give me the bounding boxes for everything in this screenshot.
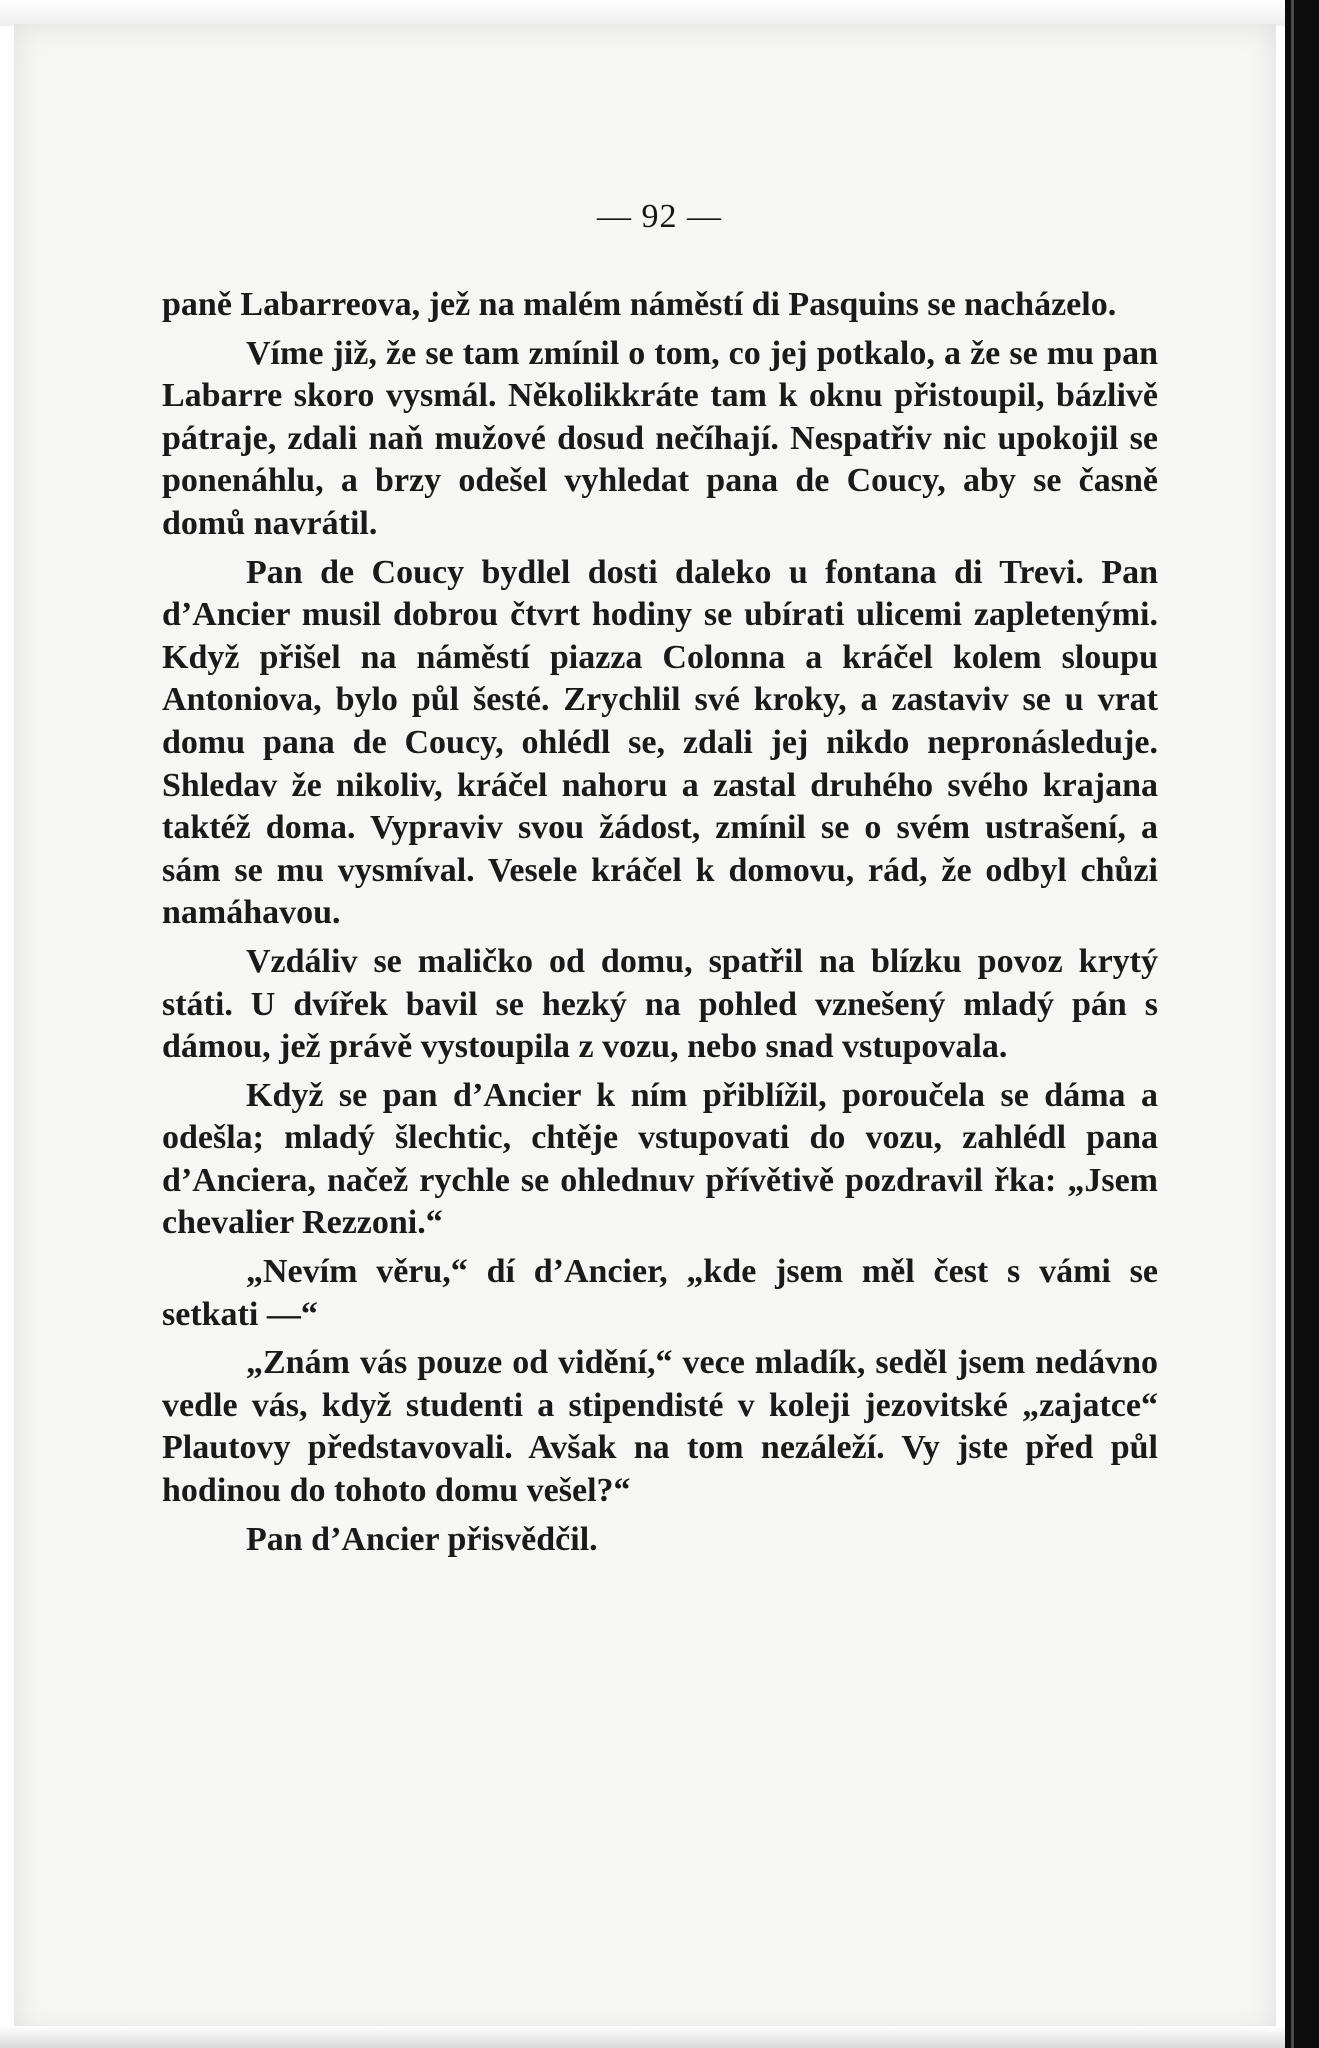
page-number: — 92 —: [597, 198, 722, 235]
body-text: [162, 284, 1158, 1567]
paragraph-5: Když se pan d’Ancier k ním přiblížil, poroučela se dáma a odešla; mladý šlechtic, chtěje vstupovati do vozu, zahlédl pana d’Anciera, načež rychle se ohlednuv přívětivě pozdravil řka: „Jsem chevalier Rezzoni.“: [162, 1076, 1158, 1242]
paragraph-4: Vzdáliv se maličko od domu, spatřil na blízku povoz krytý státi. U dvířek bavil se hezký na pohled vznešený mladý pán s dámou, jež právě vystoupila z vozu, nebo snad vstupovala.: [162, 942, 1158, 1066]
paragraph-6: „Nevím věru,“ dí d’Ancier, „kde jsem měl čest s vámi se setkati —“: [162, 1253, 1158, 1333]
book-binding-edge: [1285, 0, 1319, 2048]
scan-bottom-edge: [0, 2026, 1285, 2048]
paragraph-3: Pan de Coucy bydlel dosti daleko u fontana di Trevi. Pan d’Ancier musil dobrou čtvrt hodiny se ubírati ulicemi zapletenými. Když přišel na náměstí piazza Colonna a kráčel kolem sloupu Antoniova, bylo půl šesté. Zrychlil své kroky, a zastaviv se u vrat domu pana de Coucy, ohlédl se, zdali jej nikdo nepronásleduje. Shledav že nikoliv, kráčel nahoru a zastal druhého svého krajana taktéž doma. Vypraviv svou žádost, zmínil se o svém ustrašení, a sám se mu vysmíval. Vesele kráčel k domovu, rád, že odbyl chůzi namáhavou.: [162, 553, 1158, 932]
scan-top-edge: [0, 0, 1285, 26]
paragraph-2: Víme již, že se tam zmínil o tom, co jej potkalo, a že se mu pan Labarre skoro vysmál. Několikkráte tam k oknu přistoupil, bázlivě pátraje, zdali naň mužové dosud nečíhají. Nespatřiv nic upokojil se ponenáhlu, a brzy odešel vyhledat pana de Coucy, aby se časně domů navrátil.: [162, 334, 1158, 542]
paragraph-7: „Znám vás pouze od vidění,“ vece mladík, seděl jsem nedávno vedle vás, když studenti a stipendisté v koleji jezovitské „zajatce“ Plautovy představovali. Avšak na tom nezáleží. Vy jste před půl hodinou do tohoto domu vešel?“: [162, 1344, 1158, 1510]
paragraph-1: paně Labarreova, jež na malém náměstí di Pasquins se nacházelo.: [162, 286, 1117, 323]
paragraph-8: Pan d’Ancier přisvědčil.: [246, 1520, 598, 1558]
